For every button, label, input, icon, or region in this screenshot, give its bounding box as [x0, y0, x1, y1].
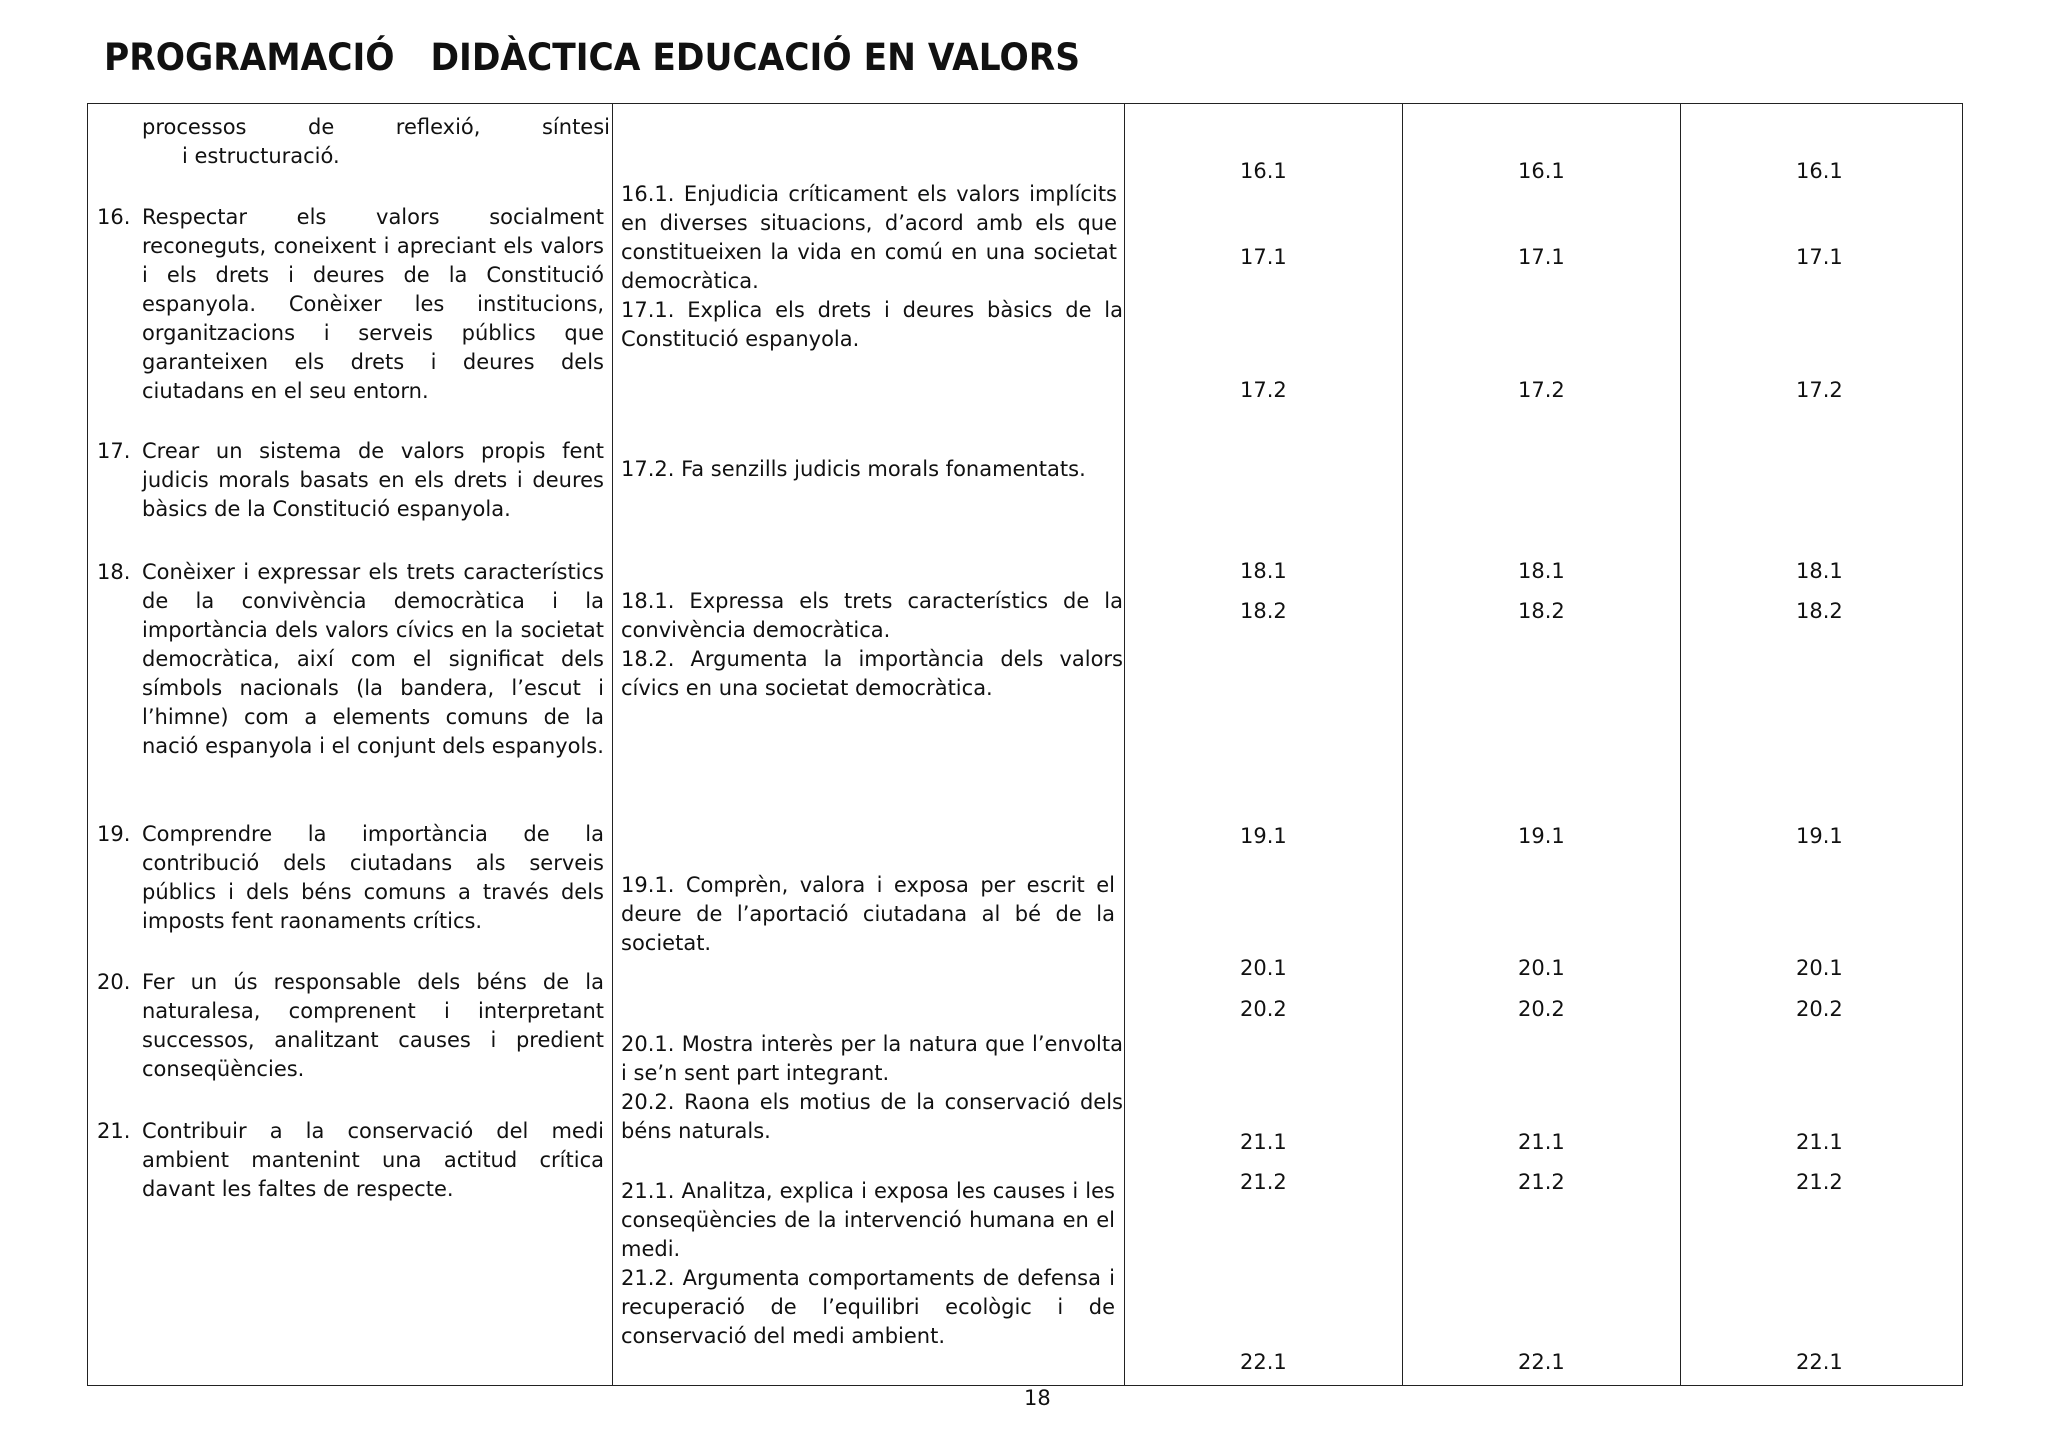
code-18-1: 18.1 [1240, 559, 1287, 583]
code-20-2: 20.2 [1796, 997, 1843, 1021]
code-21-2: 21.2 [1240, 1170, 1287, 1194]
code-16-1: 16.1 [1796, 159, 1843, 183]
objective-18: Conèixer i expressar els trets característics de la convivència democràtica i la importància dels valors cívics en la societat democràtica, així com el significat dels símbols nacionals (la bandera, l’escut i l’himne) com a elements comuns de la nació espanyola i el conjunt dels espanyols. [142, 560, 604, 758]
standard-17-2: 17.2. Fa senzills judicis morals fonamentats. [621, 457, 1086, 481]
standard-17-1: 17.1. Explica els drets i deures bàsics de la Constitució espanyola. [621, 298, 1123, 351]
code-19-1: 19.1 [1796, 824, 1843, 848]
objective-16: Respectar els valors socialment reconeguts, coneixent i apreciant els valors i els drets i deures de la Constitució espanyola. Conèixer les institucions, organitzacions i serveis públics que garanteixen els drets i deures dels ciutadans en el seu entorn. [142, 205, 604, 403]
code-22-1: 22.1 [1518, 1350, 1565, 1374]
code-21-2: 21.2 [1796, 1170, 1843, 1194]
objective-17: Crear un sistema de valors propis fent judicis morals basats en els drets i deures bàsics de la Constitució espanyola. [142, 439, 604, 521]
column-divider-2 [1124, 103, 1125, 1386]
code-17-1: 17.1 [1796, 245, 1843, 269]
code-18-2: 18.2 [1240, 599, 1287, 623]
column-divider-3 [1402, 103, 1403, 1386]
objective-20: Fer un ús responsable dels béns de la naturalesa, comprenent i interpretant successos, analitzant causes i predient conseqüències. [142, 970, 604, 1081]
code-20-2: 20.2 [1518, 997, 1565, 1021]
page-title: PROGRAMACIÓ DIDÀCTICA EDUCACIÓ EN VALORS [104, 36, 1081, 79]
code-17-2: 17.2 [1518, 378, 1565, 402]
code-21-1: 21.1 [1518, 1130, 1565, 1154]
code-17-2: 17.2 [1240, 378, 1287, 402]
standard-18-2: 18.2. Argumenta la importància dels valors cívics en una societat democràtica. [621, 647, 1123, 700]
standard-16-1: 16.1. Enjudicia críticament els valors implícits en diverses situacions, d’acord amb els que constitueixen la vida en comú en una societat democràtica. [621, 182, 1117, 293]
objective-19: Comprendre la importància de la contribució dels ciutadans als serveis públics i dels béns comuns a través dels imposts fent raonaments crítics. [142, 822, 604, 933]
code-21-2: 21.2 [1518, 1170, 1565, 1194]
objective-number-16: 16. [97, 205, 131, 229]
code-20-1: 20.1 [1518, 956, 1565, 980]
objective-number-17: 17. [97, 439, 131, 463]
code-16-1: 16.1 [1518, 159, 1565, 183]
code-17-2: 17.2 [1796, 378, 1843, 402]
code-18-2: 18.2 [1796, 599, 1843, 623]
code-16-1: 16.1 [1240, 159, 1287, 183]
objective-number-18: 18. [97, 560, 131, 584]
code-20-2: 20.2 [1240, 997, 1287, 1021]
page-number: 18 [1024, 1386, 1051, 1410]
column-divider-4 [1680, 103, 1681, 1386]
code-22-1: 22.1 [1796, 1350, 1843, 1374]
continuation-text-1: processos de reflexió, síntesi [142, 115, 610, 139]
objective-continuation [142, 113, 610, 171]
code-20-1: 20.1 [1240, 956, 1287, 980]
code-22-1: 22.1 [1240, 1350, 1287, 1374]
objective-number-19: 19. [97, 822, 131, 846]
continuation-line-2: i estructuració. [182, 144, 340, 168]
standard-18-1: 18.1. Expressa els trets característics de la convivència democràtica. [621, 589, 1123, 642]
objective-number-20: 20. [97, 970, 131, 994]
code-21-1: 21.1 [1240, 1130, 1287, 1154]
objective-number-21: 21. [97, 1119, 131, 1143]
code-21-1: 21.1 [1796, 1130, 1843, 1154]
code-19-1: 19.1 [1240, 824, 1287, 848]
standard-19-1: 19.1. Comprèn, valora i exposa per escrit el deure de l’aportació ciutadana al bé de la societat. [621, 873, 1115, 955]
objective-21: Contribuir a la conservació del medi ambient mantenint una actitud crítica davant les faltes de respecte. [142, 1119, 604, 1201]
code-18-1: 18.1 [1518, 559, 1565, 583]
code-20-1: 20.1 [1796, 956, 1843, 980]
continuation-line-1 [142, 113, 610, 142]
column-divider-1 [612, 103, 613, 1386]
standard-20-2: 20.2. Raona els motius de la conservació dels béns naturals. [621, 1090, 1123, 1143]
code-18-2: 18.2 [1518, 599, 1565, 623]
code-17-1: 17.1 [1240, 245, 1287, 269]
code-19-1: 19.1 [1518, 824, 1565, 848]
code-18-1: 18.1 [1796, 559, 1843, 583]
standard-21-1: 21.1. Analitza, explica i exposa les causes i les conseqüències de la intervenció humana en el medi. [621, 1179, 1115, 1261]
standard-20-1: 20.1. Mostra interès per la natura que l’envolta i se’n sent part integrant. [621, 1032, 1123, 1085]
standard-21-2: 21.2. Argumenta comportaments de defensa i recuperació de l’equilibri ecològic i de conservació del medi ambient. [621, 1266, 1115, 1348]
code-17-1: 17.1 [1518, 245, 1565, 269]
